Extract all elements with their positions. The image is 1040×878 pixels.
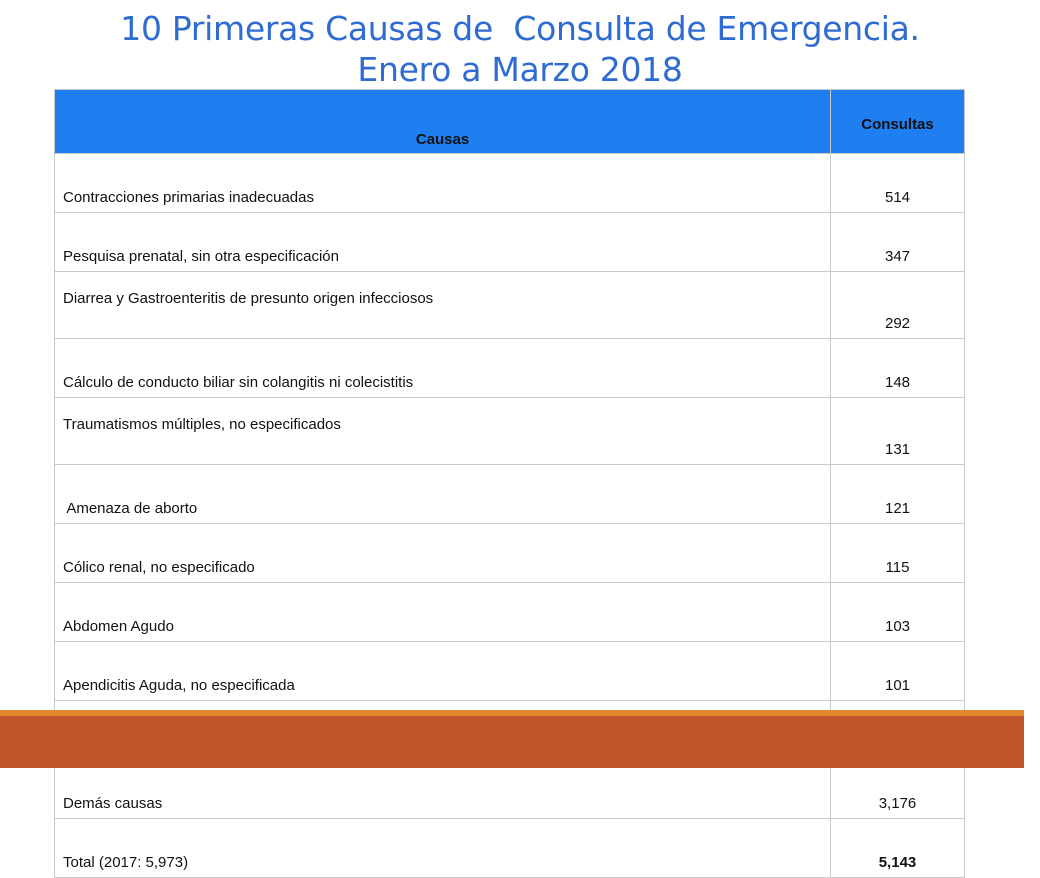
row-cause: Pesquisa prenatal, sin otra especificación (55, 213, 831, 272)
slide-title-line-2: Enero a Marzo 2018 (357, 50, 683, 89)
footer-band (0, 710, 1024, 768)
table-row (55, 642, 965, 701)
slide-title-line-1: 10 Primeras Causas de Consulta de Emergencia. (120, 9, 920, 48)
row-count: 103 (831, 583, 965, 642)
row-cause: Apendicitis Aguda, no especificada (55, 642, 831, 701)
footer-accent-line (0, 710, 1024, 716)
table-row (55, 760, 965, 819)
header-causes: Causas (55, 90, 831, 154)
row-count: 148 (831, 339, 965, 398)
row-count: 292 (831, 272, 965, 339)
row-cause: Cálculo de conducto biliar sin colangitis ni colecistitis (55, 339, 831, 398)
row-cause: Amenaza de aborto (55, 465, 831, 524)
row-cause: Cólico renal, no especificado (55, 524, 831, 583)
row-count: 514 (831, 154, 965, 213)
table-row (55, 583, 965, 642)
table-row (55, 213, 965, 272)
row-count: 3,176 (831, 760, 965, 819)
slide-title (0, 8, 1040, 90)
table-header-row (55, 90, 965, 154)
table-row (55, 524, 965, 583)
row-cause: Diarrea y Gastroenteritis de presunto origen infecciosos (55, 272, 831, 339)
table-row (55, 398, 965, 465)
table-row (55, 339, 965, 398)
row-cause: Traumatismos múltiples, no especificados (55, 398, 831, 465)
table-row (55, 465, 965, 524)
table-total-row (55, 819, 965, 878)
total-count: 5,143 (831, 819, 965, 878)
total-label: Total (2017: 5,973) (55, 819, 831, 878)
header-consultas: Consultas (831, 90, 965, 154)
row-count: 121 (831, 465, 965, 524)
row-count: 101 (831, 642, 965, 701)
row-cause: Abdomen Agudo (55, 583, 831, 642)
table-row (55, 154, 965, 213)
row-count: 115 (831, 524, 965, 583)
row-count: 347 (831, 213, 965, 272)
row-count: 131 (831, 398, 965, 465)
row-cause: Demás causas (55, 760, 831, 819)
table-row (55, 272, 965, 339)
row-cause: Contracciones primarias inadecuadas (55, 154, 831, 213)
